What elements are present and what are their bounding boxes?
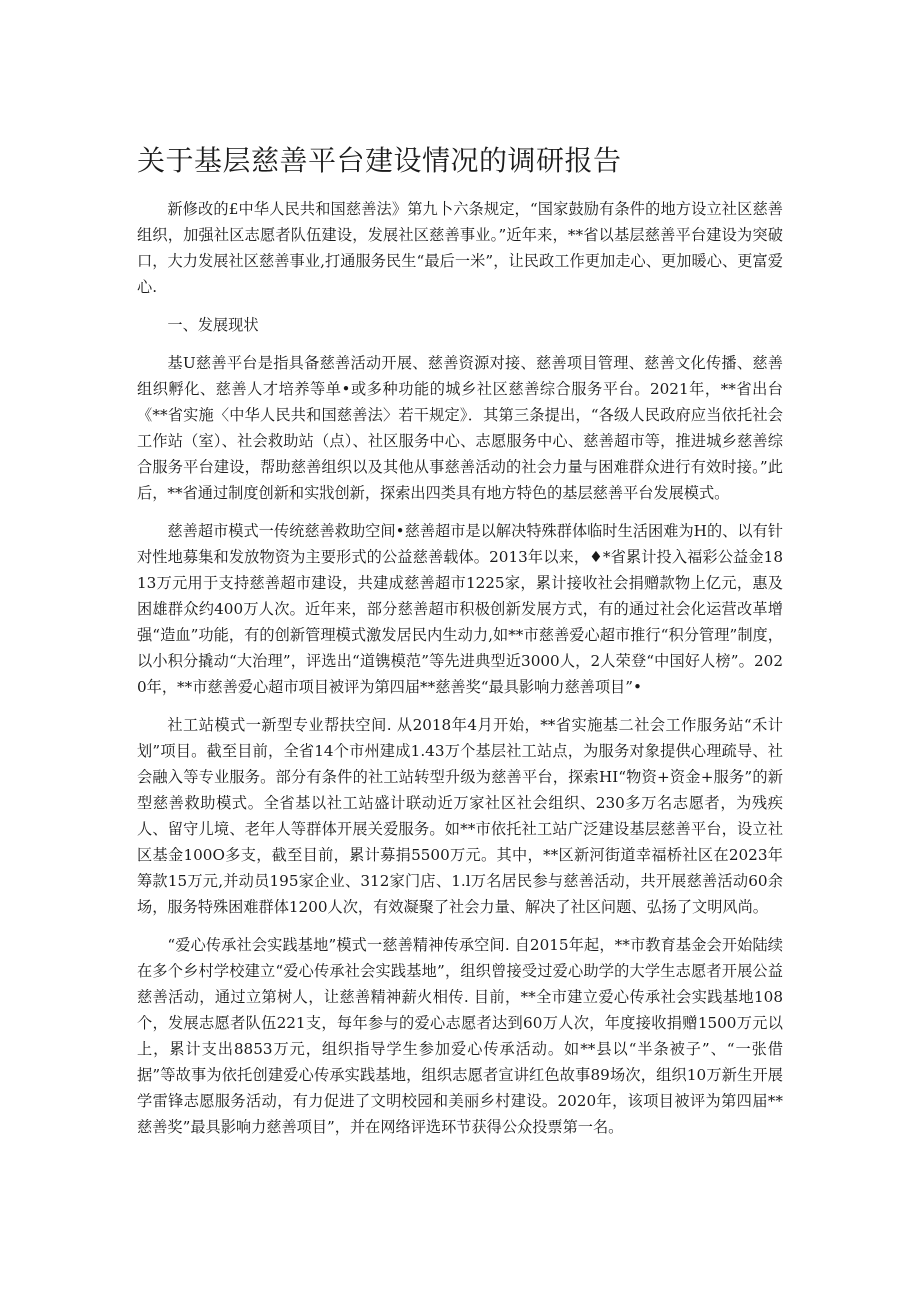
- paragraph-platform-definition: 基U慈善平台是指具备慈善活动开展、慈善资源对接、慈善项目管理、慈善文化传播、慈善组织孵化、慈善人才培养等单•或多种功能的城乡社区慈善综合服务平台。2021年，**省出台《**省实施〈中华人民共和国慈善法〉若干规定》．其第三条提出，“各级人民政府应当依托社会工作站（室）、社会救助站（点）、社区服务中心、志愿服务中心、慈善超市等，推进城乡慈善综合服务平台建设，帮助慈善组织以及其他从事慈善活动的社会力量与困难群众进行有效时接。”此后，**省通过制度创新和实戕创新，探索出四类具有地方特色的基层慈善平台发展模式。: [137, 354, 783, 502]
- section-heading: 一、发展现状: [167, 316, 259, 334]
- paragraph-love-inheritance-base: “爱心传承社会实践基地”模式一慈善精神传承空间. 自2015年起，**市教育基金会开始陆续在多个乡村学校建立“爱心传承社会实践基地”，组织曾接受过爱心助学的大学生志愿者开展公益慈善活动，通过立第树人，让慈善精神薪火相传. 目前，**全市建立爱心传承社会实践基地108个，发展志愿者队伍221支，每年参与的爱心志愿者达到60万人次，年度接收捐赠1500万元以上，累计支出8853万元，组织指导学生参加爱心传承活动。如**县以“半条被子”、“一张借据”等故事为依托创建爱心传承实践基地，组织志愿者宣讲红色故事89场次，组织10万新生开展学雷锋志愿服务活动，有力促进了文明校园和美丽乡村建设。2020年，该项目被评为第四届**慈善奖”最具影响力慈善项目”，并在网络评选环节获得公众投票第一名。: [137, 936, 783, 1136]
- paragraph-charity-supermarket: 慈善超市模式一传统慈善救助空间•慈善超市是以解决特殊群体临时生活困难为H的、以有针对性地募集和发放物资为主要形式的公益慈善载体。2013年以来，♦*省累计投入福彩公益金1813万元用于支持慈善超市建设，共建成慈善超市1225家，累计接收社会捐赠款物上亿元，惠及困雄群众约400万人次。近年来，部分慈善超市积极创新发展方式，有的通过社会化运营改革增强“造血”功能，有的创新管理模式激发居民内生动力,如**市慈善爱心超市推行“积分管理”制度，以小积分撬动“大治理”，评选出“道镌模范”等先进典型近3000人，2人荣登“中国好人榜”。2020年，**市慈善爱心超市项目被评为第四届**慈善奖“最具影响力慈善项目”•: [137, 522, 783, 696]
- paragraph-social-work-station: 社工站模式一新型专业帮扶空间. 从2018年4月开始，**省实施基二社会工作服务站“禾计划”项目。截至目前，全省14个市州建成1.43万个基层社工站点，为服务对象提供心理疏导、社会融入等专业服务。部分有条件的社工站转型升级为慈善平台，探索HI“物资+资金+服务”的新型慈善救助模式。全省基以社工站盛计联动近万家社区社会组织、230多万名志愿者，为残疾人、留守儿境、老年人等群体开展关爱服务。如**市依托社工站广泛建设基层慈善平台，设立社区基金100O多支，截至目前，累计募捐5500万元。其中，**区新河街道幸福桥社区在2023年筹款15万元,并动员195家企业、312家门店、1.l万名居民参与慈善活动，共开展慈善活动60余场，服务特殊困难群体1200人次，有效凝聚了社会力量、解决了社区问题、弘扬了文明风尚。: [137, 716, 783, 916]
- document-title: 关于基层慈善平台建设情况的调研报告: [137, 144, 622, 177]
- intro-paragraph: 新修改的£中华人民共和国慈善法》第九卜六条规定，“国家鼓励有条件的地方设立社区慈善组织，加强社区志愿者队伍建设，发展社区慈善事业。”近年来，**省以基层慈善平台建设为突破口，大力发展社区慈善事业,打通服务民生“最后一米”，让民政工作更加走心、更加暖心、更富爱心.: [137, 200, 783, 296]
- document-body: [137, 196, 783, 1152]
